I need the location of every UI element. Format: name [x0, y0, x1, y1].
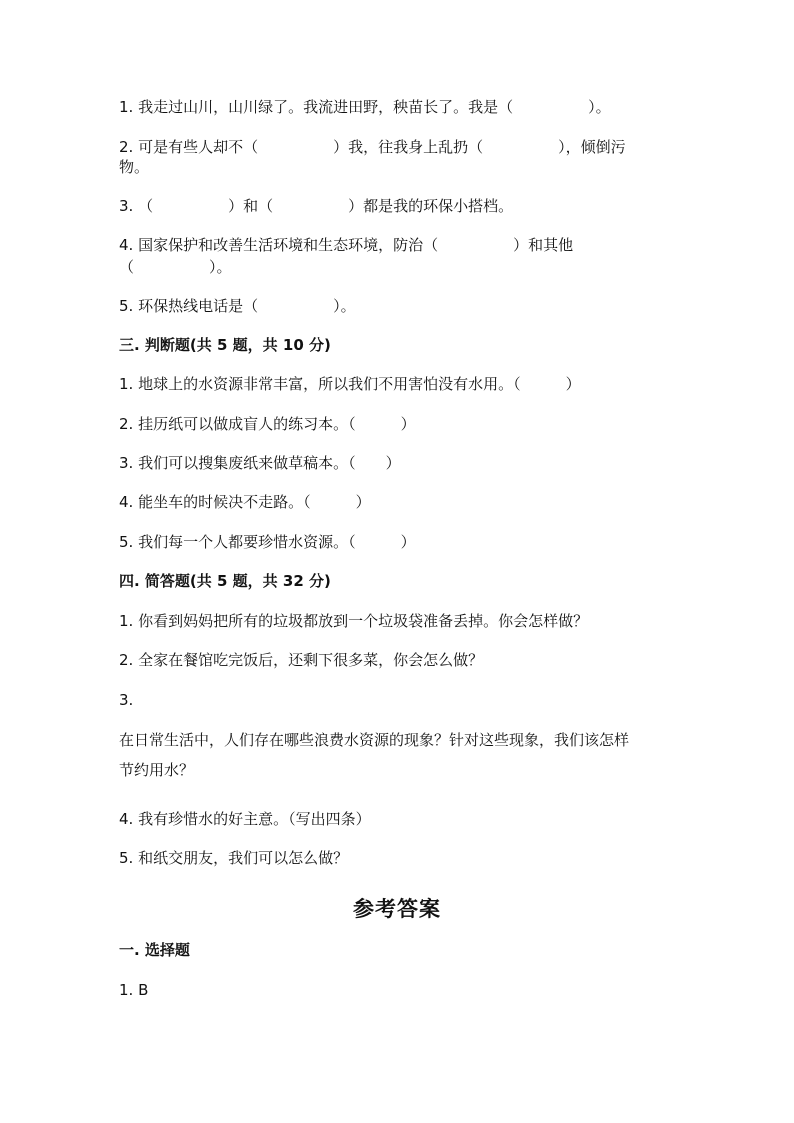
short-answer-q3-line1: 在日常生活中，人们存在哪些浪费水资源的现象？针对这些现象，我们该怎样 — [119, 731, 630, 749]
judge-item-2: 2. 挂历纸可以做成盲人的练习本。（ ） — [119, 415, 416, 433]
fill-in-q5: 5. 环保热线电话是（ ）。 — [119, 297, 356, 315]
judge-heading: 三. 判断题(共 5 题，共 10 分) — [119, 336, 331, 354]
short-answer-q1: 1. 你看到妈妈把所有的垃圾都放到一个垃圾袋准备丢掉。你会怎样做？ — [119, 612, 589, 630]
fill-in-q4-line2: （ ）。 — [119, 258, 232, 276]
short-answer-q2: 2. 全家在餐馆吃完饭后，还剩下很多菜，你会怎么做？ — [119, 651, 484, 669]
judge-item-3: 3. 我们可以搜集废纸来做草稿本。（ ） — [119, 454, 401, 472]
answer-1: 1. B — [119, 981, 149, 999]
fill-in-q1: 1. 我走过山川，山川绿了。我流进田野，秧苗长了。我是（ ）。 — [119, 98, 611, 116]
short-answer-q3-line2: 节约用水？ — [119, 761, 195, 779]
judge-item-1: 1. 地球上的水资源非常丰富，所以我们不用害怕没有水用。（ ） — [119, 375, 581, 393]
fill-in-q2-line1: 2. 可是有些人却不（ ）我，往我身上乱扔（ ），倾倒污 — [119, 138, 626, 156]
short-answer-q5: 5. 和纸交朋友，我们可以怎么做？ — [119, 849, 349, 867]
answers-section-heading: 一. 选择题 — [119, 941, 190, 959]
judge-item-5: 5. 我们每一个人都要珍惜水资源。（ ） — [119, 533, 416, 551]
fill-in-q3: 3. （ ）和（ ）都是我的环保小搭档。 — [119, 197, 514, 215]
short-answer-q4: 4. 我有珍惜水的好主意。（写出四条） — [119, 810, 371, 828]
short-answer-q3-number: 3. — [119, 691, 134, 709]
short-answer-heading: 四. 简答题(共 5 题，共 32 分) — [119, 572, 331, 590]
fill-in-q2-line2: 物。 — [119, 158, 150, 176]
fill-in-q4-line1: 4. 国家保护和改善生活环境和生态环境，防治（ ）和其他 — [119, 236, 574, 254]
answers-title: 参考答案 — [353, 897, 441, 921]
judge-item-4: 4. 能坐车的时候决不走路。（ ） — [119, 493, 371, 511]
